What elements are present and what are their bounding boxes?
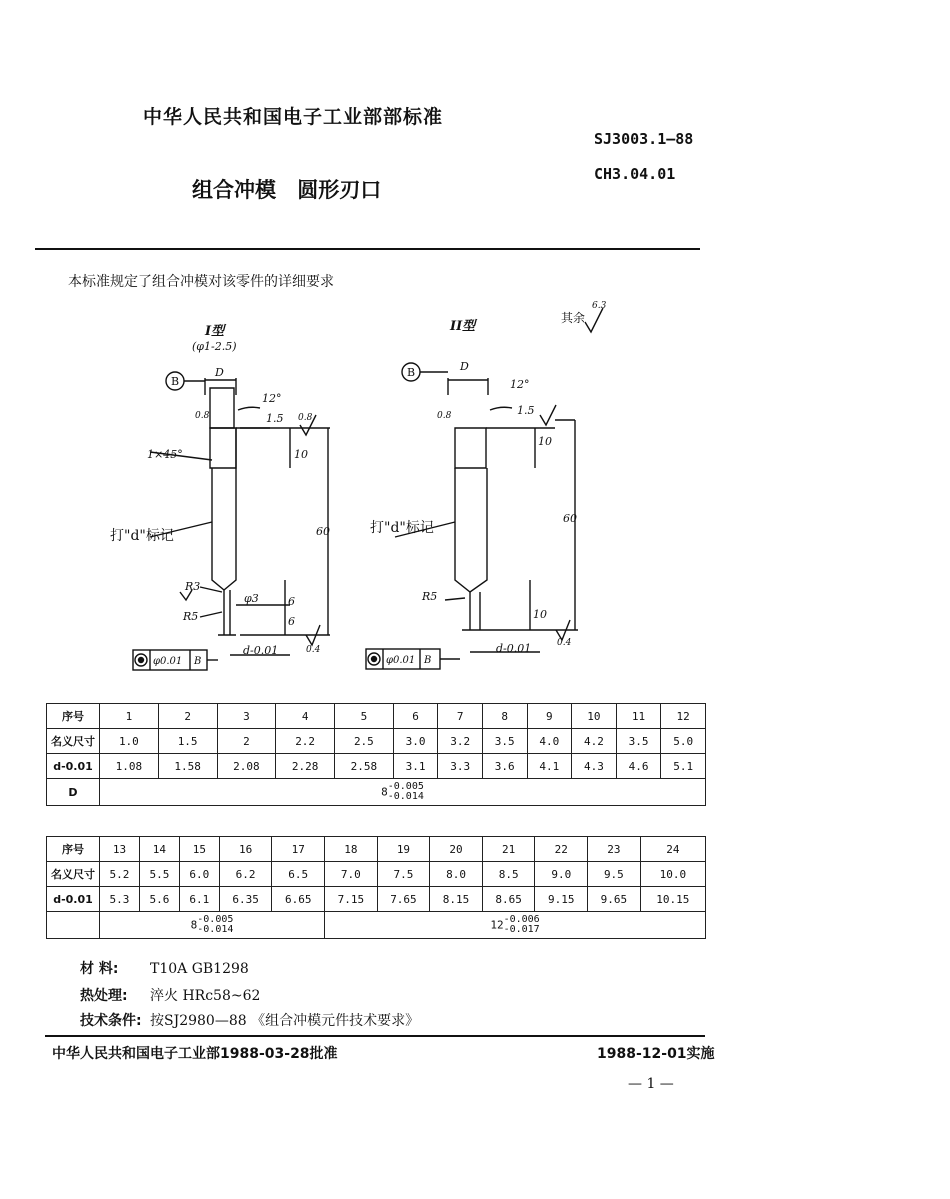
dim-60-type1: 60 [316, 525, 330, 538]
dim-15-type2: 1.5 [517, 404, 535, 417]
dim-60-type2: 60 [563, 512, 577, 525]
roughness-note: 其余 [561, 311, 586, 325]
organization-title: 中华人民共和国电子工业部部标准 [143, 106, 444, 128]
table-cell: 1.5 [158, 729, 217, 754]
intro-text: 本标准规定了组合冲模对该零件的详细要求 [68, 274, 334, 290]
tolerance-upper: -0.005 [197, 914, 234, 925]
table-cell: 15 [179, 837, 219, 862]
table-cell: 9.5 [588, 862, 641, 887]
tolerance-lower: -0.014 [197, 924, 234, 935]
table-cell: 6.35 [219, 887, 272, 912]
effective-date: 1988-12-01实施 [597, 1046, 715, 1062]
table-cell: 4.3 [572, 754, 617, 779]
table1-seq-label: 序号 [47, 704, 100, 729]
table-cell: 8.5 [482, 862, 535, 887]
table-cell: 23 [588, 837, 641, 862]
table-cell: 9 [527, 704, 572, 729]
table-cell: 8.0 [430, 862, 483, 887]
type1-range: (φ1-2.5) [192, 340, 237, 353]
table-cell: 16 [219, 837, 272, 862]
table-cell: 6.1 [179, 887, 219, 912]
dim-10-type2-bottom: 10 [533, 608, 547, 621]
table2-nominal-row [47, 862, 706, 887]
table-cell: 20 [430, 837, 483, 862]
tolerance-lower: -0.017 [503, 924, 540, 935]
heat-value: 淬火 HRc58~62 [150, 988, 261, 1004]
table-cell: 8 [482, 704, 527, 729]
dim-10-type2-top: 10 [538, 435, 552, 448]
table-cell: 5.2 [100, 862, 140, 887]
angle-type2: 12° [510, 378, 530, 391]
table-cell: 3.1 [393, 754, 438, 779]
dim-6-a: 6 [288, 595, 295, 608]
spec-table-2 [46, 836, 706, 939]
table-cell: 8.15 [430, 887, 483, 912]
table1-D-row [47, 779, 706, 806]
r5-label-type2: R5 [422, 590, 438, 603]
table-cell: 2.28 [276, 754, 335, 779]
table2-D-row [47, 912, 706, 939]
marking-type2: 打"d"标记 [370, 520, 434, 536]
marking-type1: 打"d"标记 [110, 528, 174, 544]
heat-label: 热处理: [80, 988, 128, 1004]
table-cell: 6 [393, 704, 438, 729]
table-cell: 3.0 [393, 729, 438, 754]
tol-value-type2: φ0.01 [386, 655, 416, 666]
table-cell: 2.08 [217, 754, 276, 779]
dim-6-b: 6 [288, 615, 295, 628]
r5-label-type1: R5 [183, 610, 199, 623]
footer-rule [45, 1035, 705, 1037]
table-cell: 13 [100, 837, 140, 862]
class-code: CH3.04.01 [594, 165, 676, 183]
roughness-08-type1: 0.8 [298, 413, 313, 423]
table1-d-label: d-0.01 [47, 754, 100, 779]
table2-seq-label: 序号 [47, 837, 100, 862]
table-cell: 9.65 [588, 887, 641, 912]
r3-label: R3 [185, 580, 201, 593]
type2-part [366, 363, 578, 669]
table-cell: 5.3 [100, 887, 140, 912]
roughness-08-type1-side: 0.8 [195, 411, 210, 421]
tolerance-upper: -0.006 [503, 914, 540, 925]
page-number: — 1 — [628, 1076, 674, 1092]
dim-10-type1: 10 [294, 448, 308, 461]
table1-nominal-label: 名义尺寸 [47, 729, 100, 754]
table-cell: 5.5 [139, 862, 179, 887]
table-cell: 9.15 [535, 887, 588, 912]
table-cell: 6.2 [219, 862, 272, 887]
phi3-label: φ3 [244, 592, 259, 605]
tolerance-base: 12 [490, 918, 504, 932]
angle-type1: 12° [262, 392, 282, 405]
approval-text: 中华人民共和国电子工业部1988-03-28批准 [52, 1046, 338, 1062]
material-line [80, 958, 249, 978]
table2-D-value-2 [325, 912, 706, 939]
tol-datum-type1: B [194, 656, 202, 667]
table-cell: 5.6 [139, 887, 179, 912]
table-cell: 1.0 [100, 729, 159, 754]
table-cell: 7.65 [377, 887, 430, 912]
table-cell: 12 [661, 704, 706, 729]
table2-d-label: d-0.01 [47, 887, 100, 912]
material-label: 材 料: [80, 961, 119, 977]
chamfer-note: 1×45° [147, 448, 183, 461]
table-cell: 9.0 [535, 862, 588, 887]
table-cell: 10 [572, 704, 617, 729]
dim-d-type2: D [460, 360, 469, 373]
table-cell: 1.08 [100, 754, 159, 779]
table1-nominal-row [47, 729, 706, 754]
table2-d-row [47, 887, 706, 912]
tech-label: 技术条件: [80, 1013, 142, 1029]
table2-seq-row [47, 837, 706, 862]
table-cell: 5.1 [661, 754, 706, 779]
tol-datum-type2: B [424, 655, 432, 666]
table-cell: 24 [640, 837, 705, 862]
table-cell: 7 [438, 704, 483, 729]
table-cell: 3 [217, 704, 276, 729]
table-cell: 19 [377, 837, 430, 862]
table1-seq-row [47, 704, 706, 729]
header-rule [35, 248, 700, 250]
table-cell: 1.58 [158, 754, 217, 779]
table-cell: 6.0 [179, 862, 219, 887]
roughness-08-type2-side: 0.8 [437, 411, 452, 421]
document-title: 组合冲模 圆形刃口 [192, 178, 382, 202]
table-cell: 3.6 [482, 754, 527, 779]
table-cell: 3.5 [482, 729, 527, 754]
datum-b-type2: B [407, 366, 416, 379]
datum-b-type1: B [171, 375, 180, 388]
table-cell: 8.65 [482, 887, 535, 912]
table2-nominal-label: 名义尺寸 [47, 862, 100, 887]
tech-condition-line [80, 1010, 419, 1030]
table-cell: 3.3 [438, 754, 483, 779]
tolerance-upper: -0.005 [387, 781, 424, 792]
table1-D-label: D [47, 779, 100, 806]
table-cell: 10.0 [640, 862, 705, 887]
d-tol-type2: d-0.01 [496, 642, 532, 655]
table-cell: 7.15 [325, 887, 378, 912]
table2-D-value-1 [100, 912, 325, 939]
technical-drawing [0, 300, 950, 700]
roughness-04-type2: 0.4 [557, 638, 572, 648]
table-cell: 1 [100, 704, 159, 729]
table-cell: 17 [272, 837, 325, 862]
table-cell: 2.58 [335, 754, 394, 779]
tolerance-base: 8 [190, 918, 198, 932]
dim-15-type1: 1.5 [266, 412, 284, 425]
table-cell: 5.0 [661, 729, 706, 754]
roughness-04-type1: 0.4 [306, 645, 321, 655]
heat-treatment-line [80, 985, 260, 1005]
table-cell: 14 [139, 837, 179, 862]
dim-d-type1: D [215, 366, 224, 379]
table-cell: 22 [535, 837, 588, 862]
table-cell: 2.2 [276, 729, 335, 754]
table-cell: 5 [335, 704, 394, 729]
table-cell: 6.65 [272, 887, 325, 912]
table-cell: 4.0 [527, 729, 572, 754]
table-cell: 4.6 [616, 754, 661, 779]
roughness-note-symbol [585, 308, 603, 332]
standard-code: SJ3003.1—88 [594, 130, 694, 148]
table2-D-label [47, 912, 100, 939]
tolerance-lower: -0.014 [387, 791, 424, 802]
tolerance-base: 8 [381, 785, 388, 799]
tech-value: 按SJ2980—88 《组合冲模元件技术要求》 [150, 1013, 420, 1029]
table-cell: 4.1 [527, 754, 572, 779]
tol-value-type1: φ0.01 [153, 656, 183, 667]
table-cell: 6.5 [272, 862, 325, 887]
table-cell: 7.0 [325, 862, 378, 887]
spec-table-1 [46, 703, 706, 806]
table-cell: 3.2 [438, 729, 483, 754]
table-cell: 21 [482, 837, 535, 862]
table1-D-value [100, 779, 706, 806]
table-cell: 4 [276, 704, 335, 729]
table-cell: 2 [217, 729, 276, 754]
table-cell: 10.15 [640, 887, 705, 912]
roughness-note-value: 6.3 [592, 301, 607, 311]
table-cell: 18 [325, 837, 378, 862]
material-value: T10A GB1298 [150, 961, 249, 977]
type1-label: I型 [205, 324, 225, 339]
table-cell: 2 [158, 704, 217, 729]
table-cell: 4.2 [572, 729, 617, 754]
table1-d-row [47, 754, 706, 779]
table-cell: 2.5 [335, 729, 394, 754]
table-cell: 11 [616, 704, 661, 729]
table-cell: 3.5 [616, 729, 661, 754]
table-cell: 7.5 [377, 862, 430, 887]
type2-label: II型 [450, 319, 476, 334]
d-tol-type1: d-0.01 [243, 644, 279, 657]
